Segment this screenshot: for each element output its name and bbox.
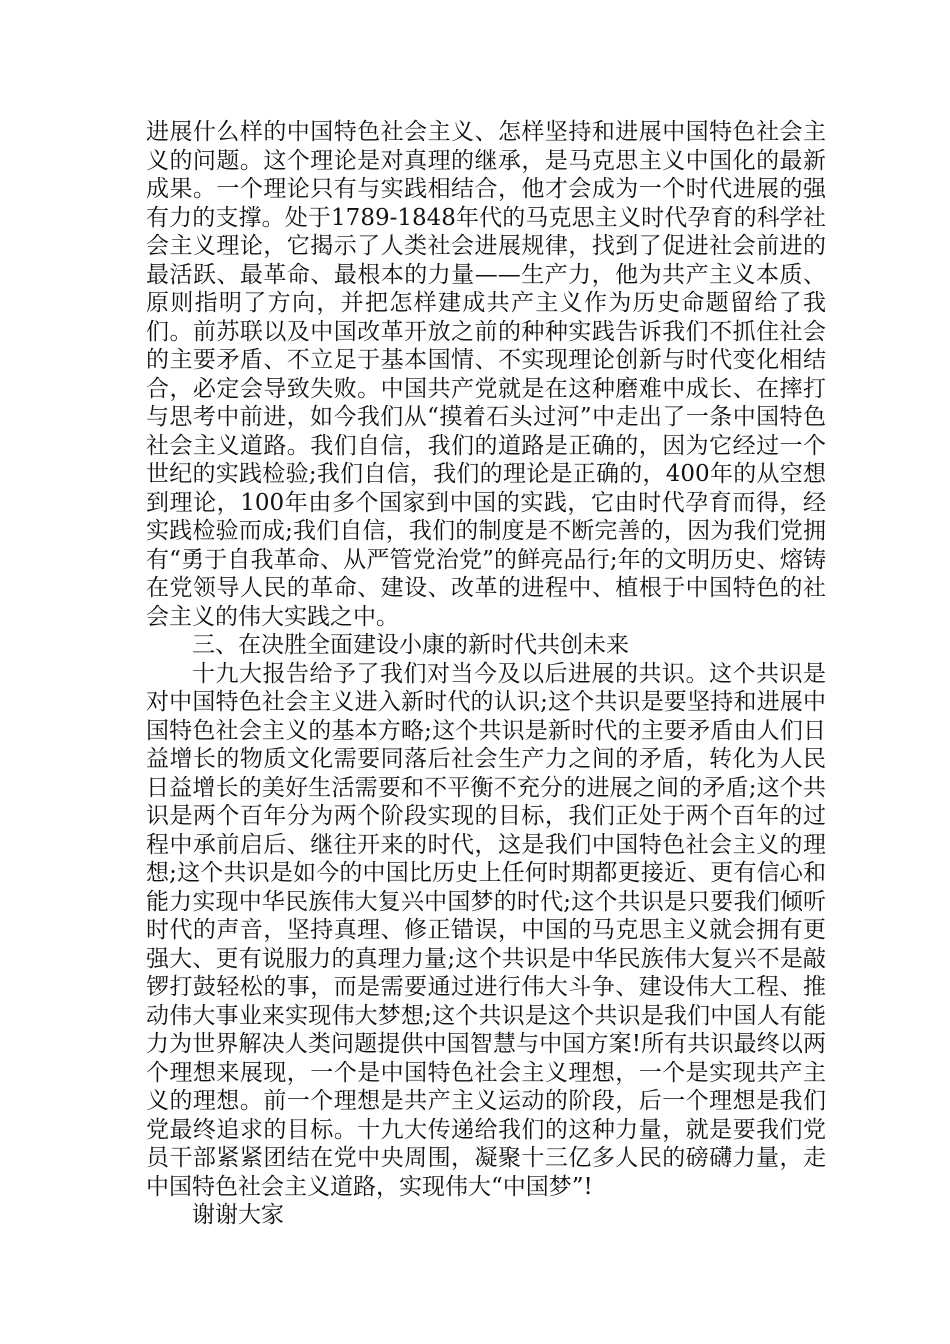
document-body <box>146 118 826 1230</box>
paragraph-body-2: 十九大报告给予了我们对当今及以后进展的共识。这个共识是对中国特色社会主义进入新时代的认识;这个共识是要坚持和进展中国特色社会主义的基本方略;这个共识是新时代的主要矛盾由人们日益增长的物质文化需要同落后社会生产力之间的矛盾，转化为人民日益增长的美好生活需要和不平衡不充分的进展之间的矛盾;这个共识是两个百年分为两个阶段实现的目标，我们正处于两个百年的过程中承前启后、继往开来的时代，这是我们中国特色社会主义的理想;这个共识是如今的中国比历史上任何时期都更接近、更有信心和能力实现中华民族伟大复兴中国梦的时代;这个共识是只要我们倾听时代的声音，坚持真理、修正错误，中国的马克思主义就会拥有更强大、更有说服力的真理力量;这个共识是中华民族伟大复兴不是敲锣打鼓轻松的事，而是需要通过进行伟大斗争、建设伟大工程、推动伟大事业来实现伟大梦想;这个共识是这个共识是我们中国人有能力为世界解决人类问题提供中国智慧与中国方案!所有共识最终以两个理想来展现，一个是中国特色社会主义理想，一个是实现共产主义的理想。前一个理想是共产主义运动的阶段，后一个理想是我们党最终追求的目标。十九大传递给我们的这种力量，就是要我们党员干部紧紧团结在党中央周围，凝聚十三亿多人民的磅礴力量，走中国特色社会主义道路，实现伟大“中国梦”! <box>146 660 826 1200</box>
closing-remark: 谢谢大家 <box>192 1202 284 1228</box>
paragraph-body-1: 进展什么样的中国特色社会主义、怎样坚持和进展中国特色社会主义的问题。这个理论是对真理的继承，是马克思主义中国化的最新成果。一个理论只有与实践相结合，他才会成为一个时代进展的强有力的支撑。处于1789-1848年代的马克思主义时代孕育的科学社会主义理论，它揭示了人类社会进展规律，找到了促进社会前进的最活跃、最革命、最根本的力量——生产力，他为共产主义本质、原则指明了方向，并把怎样建成共产主义作为历史命题留给了我们。前苏联以及中国改革开放之前的种种实践告诉我们不抓住社会的主要矛盾、不立足于基本国情、不实现理论创新与时代变化相结合，必定会导致失败。中国共产党就是在这种磨难中成长、在摔打与思考中前进，如今我们从“摸着石头过河”中走出了一条中国特色社会主义道路。我们自信，我们的道路是正确的，因为它经过一个世纪的实践检验;我们自信，我们的理论是正确的，400年的从空想到理论，100年由多个国家到中国的实践，它由时代孕育而得，经实践检验而成;我们自信，我们的制度是不断完善的，因为我们党拥有“勇于自我革命、从严管党治党”的鲜亮品行;年的文明历史、熔铸在党领导人民的革命、建设、改革的进程中、植根于中国特色的社会主义的伟大实践之中。 <box>146 119 826 630</box>
section-heading: 三、在决胜全面建设小康的新时代共创未来 <box>192 632 629 658</box>
